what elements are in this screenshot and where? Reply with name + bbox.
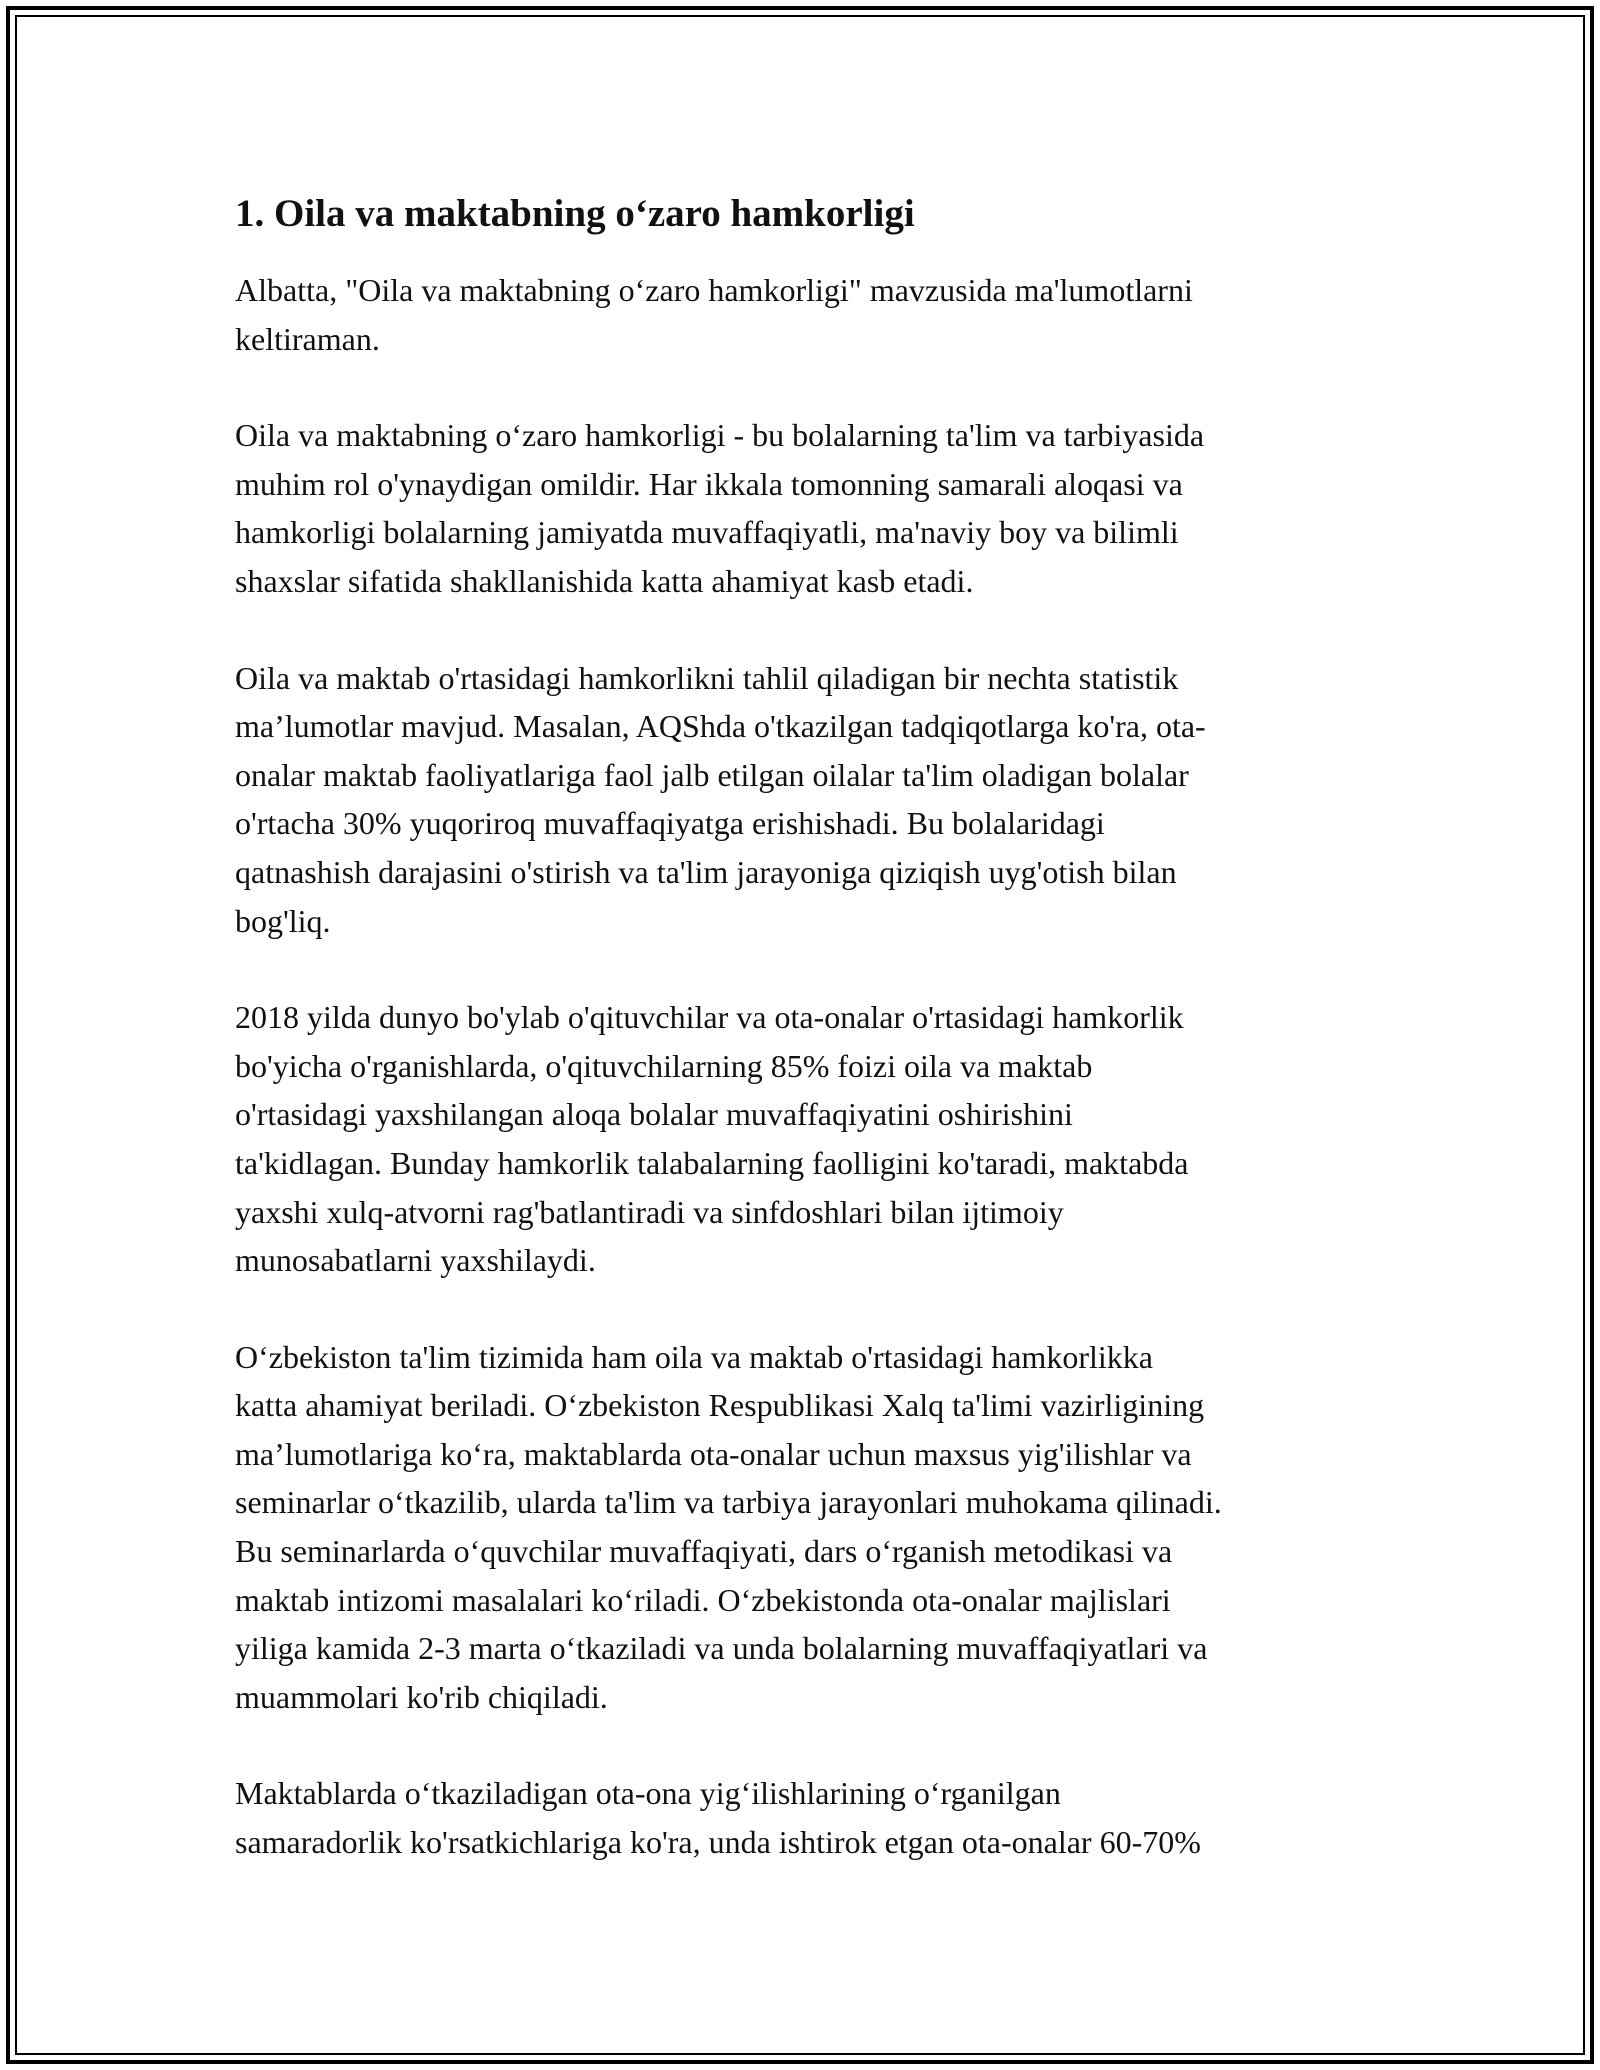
paragraph-meetings: Maktablarda o‘tkaziladigan ota-ona yig‘ilishlarining o‘rganilgan samaradorlik ko'rsatkichlariga ko'ra, unda ishtirok etgan ota-onalar 60-70% <box>235 1775 1201 1861</box>
paragraph-uzbekistan: O‘zbekiston ta'lim tizimida ham oila va maktab o'rtasidagi hamkorlikka katta ahamiyat beriladi. O‘zbekiston Respublikasi Xalq ta'limi vazirligining ma’lumotlariga ko‘ra, maktablarda ota-onalar uchun maxsus yig'ilishlar va seminarlar o‘tkazilib, ularda ta'lim va tarbiya jarayonlari muhokama qilinadi. Bu seminarlarda o‘quvchilar muvaffaqiyati, dars o‘rganish metodikasi va maktab intizomi masalalari ko‘riladi. O‘zbekistonda ota-onalar majlislari yiliga kamida 2-3 marta o‘tkaziladi va unda bolalarning muvaffaqiyatlari va muammolari ko'rib chiqiladi. <box>235 1338 1222 1715</box>
document-heading: 1. Oila va maktabning o‘zaro hamkorligi <box>235 192 915 235</box>
paragraph-2018-study: 2018 yilda dunyo bo'ylab o'qituvchilar va ota-onalar o'rtasidagi hamkorlik bo'yicha o'rganishlarda, o'qituvchilarning 85% foizi oila va maktab o'rtasidagi yaxshilangan aloqa bolalar muvaffaqiyatini oshirishini ta'kidlagan. Bunday hamkorlik talabalarning faolligini ko'taradi, maktabda yaxshi xulq-atvorni rag'batlantiradi va sinfdoshlari bilan ijtimoiy munosabatlarni yaxshilaydi. <box>235 999 1189 1279</box>
document-page <box>235 188 1375 1915</box>
paragraph-statistics: Oila va maktab o'rtasidagi hamkorlikni tahlil qiladigan bir nechta statistik ma’lumotlar mavjud. Masalan, AQShda o'tkazilgan tadqiqotlarga ko'ra, ota- onalar maktab faoliyatlariga faol jalb etilgan oilalar ta'lim oladigan bolalar o'rtacha 30% yuqoriroq muvaffaqiyatga erishishadi. Bu bolalaridagi qatnashish darajasini o'stirish va ta'lim jarayoniga qiziqish uyg'otish bilan bog'liq. <box>235 659 1206 939</box>
paragraph-intro: Albatta, "Oila va maktabning o‘zaro hamkorligi" mavzusida ma'lumotlarni keltiraman. <box>235 272 1193 357</box>
paragraph-definition: Oila va maktabning o‘zaro hamkorligi - bu bolalarning ta'lim va tarbiyasida muhim rol o'ynaydigan omildir. Har ikkala tomonning samarali aloqasi va hamkorligi bolalarning jamiyatda muvaffaqiyatli, ma'naviy boy va bilimli shaxslar sifatida shakllanishida katta ahamiyat kasb etadi. <box>235 417 1205 599</box>
